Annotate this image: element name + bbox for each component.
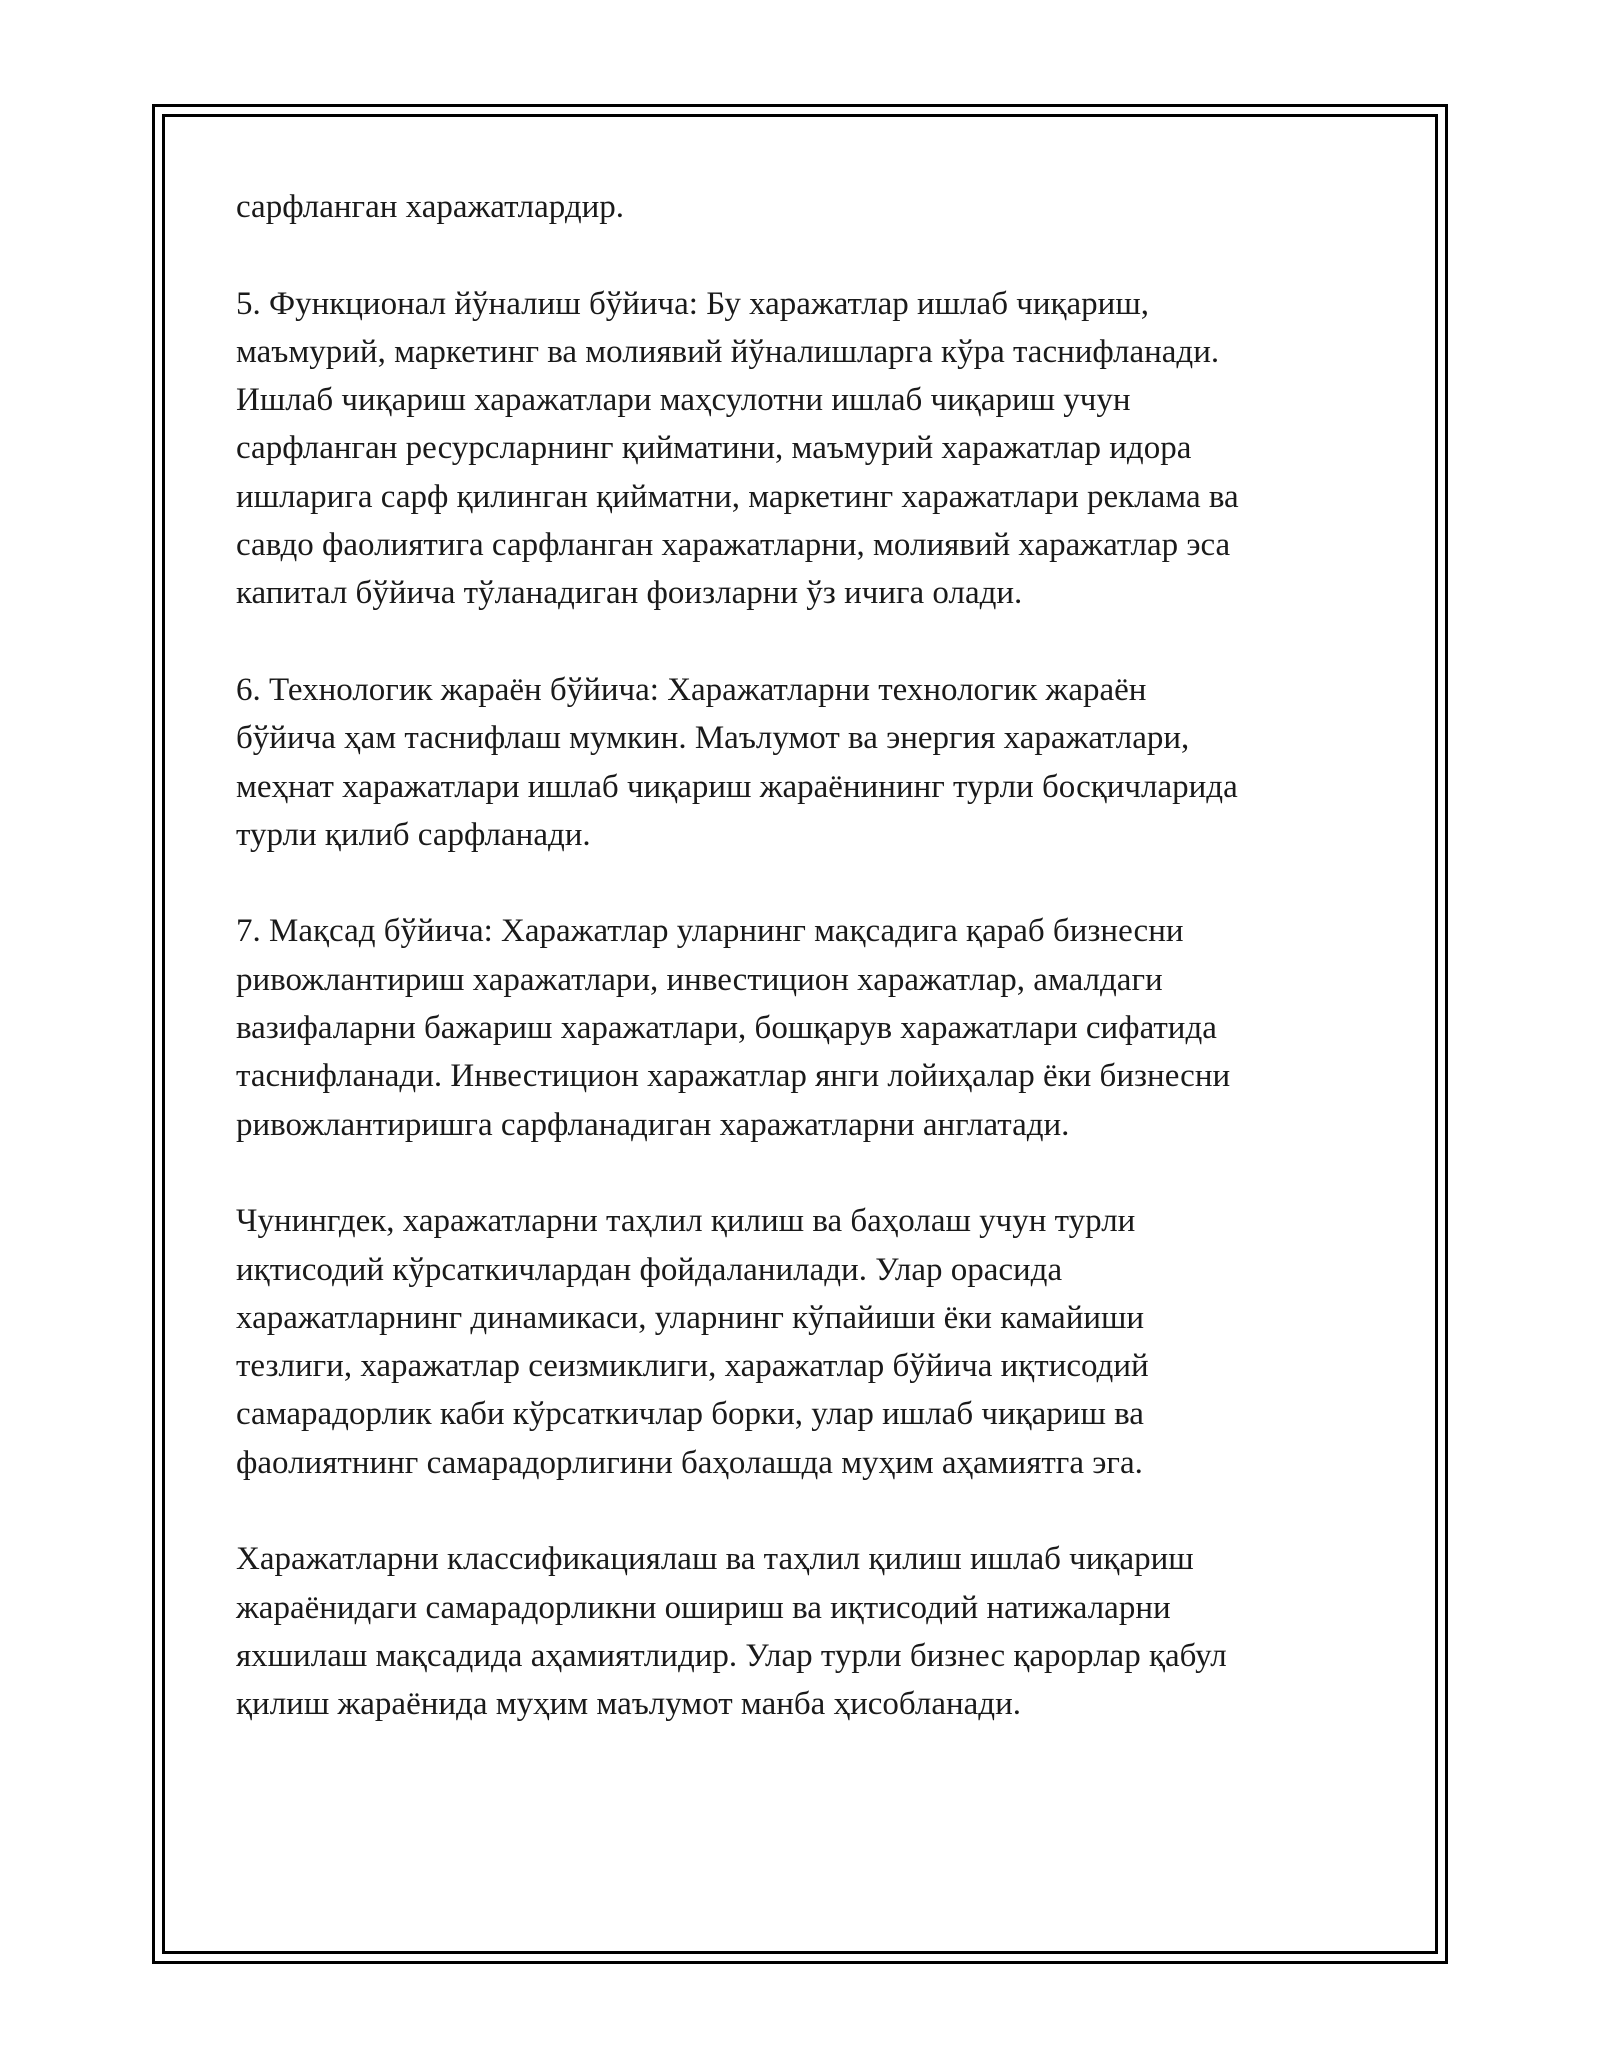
paragraph-conclusion — [236, 1535, 1376, 1728]
text-line: таснифланади. Инвестицион харажатлар янги лойиҳалар ёки бизнесни — [236, 1058, 1231, 1095]
text-line: Харажатларни классификациялаш ва таҳлил қилиш ишлаб чиқариш — [236, 1541, 1194, 1578]
text-line: 6. Технологик жараён бўйича: Харажатларни технологик жараён — [236, 671, 1147, 708]
text-line: фаолиятнинг самарадорлигини баҳолашда муҳим аҳамиятга эга. — [236, 1444, 1143, 1481]
text-line: турли қилиб сарфланади. — [236, 816, 591, 853]
text-line: иқтисодий кўрсаткичлардан фойдаланилади. Улар орасида — [236, 1251, 1063, 1288]
text-line: вазифаларни бажариш харажатлари, бошқарув харажатлари сифатида — [236, 1010, 1217, 1047]
text-line: сарфланган харажатлардир. — [236, 189, 625, 225]
text-line: 7. Мақсад бўйича: Харажатлар уларнинг мақсадига қараб бизнесни — [236, 913, 1184, 950]
text-line: ривожлантириш харажатлари, инвестицион харажатлар, амалдаги — [236, 961, 1163, 998]
paragraph-purpose — [236, 907, 1376, 1148]
text-line: капитал бўйича тўланадиган фоизларни ўз ичига олади. — [236, 575, 1023, 612]
text-line: сарфланган ресурсларнинг қийматини, маъмурий харажатлар идора — [236, 430, 1192, 467]
text-line: қилиш жараёнида муҳим маълумот манба ҳисобланади. — [236, 1686, 1021, 1723]
text-line: Чунингдек, харажатларни таҳлил қилиш ва баҳолаш учун турли — [236, 1203, 1136, 1240]
text-line: харажатларнинг динамикаси, уларнинг кўпайиши ёки камайиши — [236, 1299, 1145, 1336]
paragraph-functional-direction — [236, 280, 1376, 618]
paragraph-economic-indicators — [236, 1197, 1376, 1487]
text-line: маъмурий, маркетинг ва молиявий йўналишларга кўра таснифланади. — [236, 333, 1220, 370]
text-line: Ишлаб чиқариш харажатлари маҳсулотни ишлаб чиқариш учун — [236, 382, 1131, 419]
text-line: меҳнат харажатлари ишлаб чиқариш жараёнининг турли босқичларида — [236, 768, 1238, 805]
paragraph-continuation — [236, 183, 1376, 231]
text-line: тезлиги, харажатлар сеизмиклиги, харажатлар бўйича иқтисодий — [236, 1348, 1149, 1385]
text-line: савдо фаолиятига сарфланган харажатларни, молиявий харажатлар эса — [236, 527, 1231, 564]
text-line: бўйича ҳам таснифлаш мумкин. Маълумот ва энергия харажатлари, — [236, 720, 1190, 757]
text-line: ишларига сарф қилинган қийматни, маркетинг харажатлари реклама ва — [236, 478, 1239, 515]
text-line: жараёнидаги самарадорликни ошириш ва иқтисодий натижаларни — [236, 1589, 1171, 1626]
text-line: яхшилаш мақсадида аҳамиятлидир. Улар турли бизнес қарорлар қабул — [236, 1637, 1227, 1674]
text-line: ривожлантиришга сарфланадиган харажатларни англатади. — [236, 1106, 1070, 1143]
text-line: самарадорлик каби кўрсаткичлар борки, улар ишлаб чиқариш ва — [236, 1396, 1144, 1433]
text-line: 5. Функционал йўналиш бўйича: Бу харажатлар ишлаб чиқариш, — [236, 285, 1149, 322]
paragraph-technological-process — [236, 666, 1376, 859]
document-body — [236, 183, 1376, 1777]
